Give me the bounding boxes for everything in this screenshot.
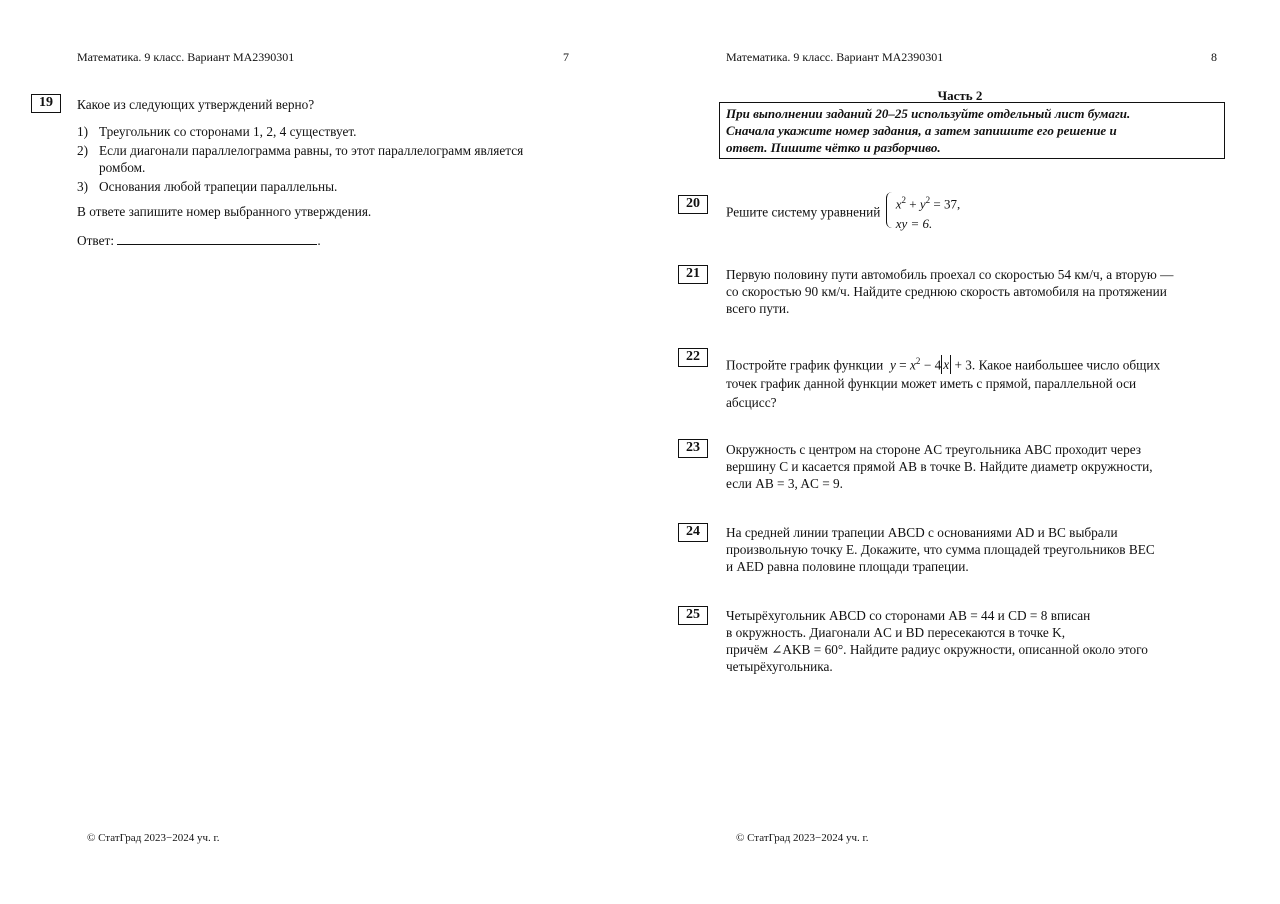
instructions-line-1: При выполнении заданий 20–25 используйте отдельный лист бумаги. [726,106,1131,121]
part-title: Часть 2 [937,88,983,103]
page-footer: © СтатГрад 2023−2024 уч. г. [736,832,869,844]
instructions-line-2: Сначала укажите номер задания, а затем запишите его решение и [726,123,1117,138]
task-24-line-1: На средней линии трапеции ABCD с основаниями AD и BC выбрали [726,525,1118,540]
option-text: Если диагонали параллелограмма равны, то этот параллелограмм является [99,143,524,158]
task-19-option-3 [77,178,577,195]
task-21-text [726,266,1218,317]
page-footer: © СтатГрад 2023−2024 уч. г. [87,832,220,844]
equation-2: xy = 6. [895,216,933,232]
task-22-text [726,352,1218,412]
task-number-22: 22 [678,348,708,367]
task-19-option-1 [77,123,577,140]
task-number-20: 20 [678,195,708,214]
task-25-line-1: Четырёхугольник ABCD со сторонами AB = 44 и CD = 8 вписан [726,608,1091,623]
task-22-line-1: Постройте график функции $y = x^2 - 4$ x + 3. Какое наибольшее число общих [726,356,1161,373]
task-number-24: 24 [678,523,708,542]
option-text-continued: ромбом. [99,160,146,175]
task-25-text [726,607,1218,675]
task-23-line-2: вершину C и касается прямой AB в точке B. Найдите диаметр окружности, [726,459,1153,474]
task-23-line-3: если AB = 3, AC = 9. [726,476,843,491]
option-text: Основания любой трапеции параллельны. [99,179,338,194]
task-21-line-2: со скоростью 90 км/ч. Найдите среднюю скорость автомобиля на протяжении [726,284,1167,299]
task-number-21: 21 [678,265,708,284]
option-number: 2) [77,143,89,158]
task-23-line-1: Окружность с центром на стороне AC треугольника ABC проходит через [726,442,1142,457]
task-19-instruction: В ответе запишите номер выбранного утверждения. [77,204,372,219]
answer-field[interactable] [117,232,317,245]
equation-system [886,190,961,234]
option-number: 3) [77,179,89,194]
task-number-25: 25 [678,606,708,625]
page-number: 8 [1211,50,1217,64]
option-text: Треугольник со сторонами 1, 2, 4 существует. [99,124,357,139]
task-19-question: Какое из следующих утверждений верно? [77,97,315,112]
instructions-line-3: ответ. Пишите чётко и разборчиво. [726,140,941,155]
option-number: 1) [77,124,89,139]
answer-row [77,232,577,249]
page-header: Математика. 9 класс. Вариант МА2390301 [726,50,944,64]
task-25-line-2: в окружность. Диагонали AC и BD пересекаются в точке K, [726,625,1066,640]
task-25-line-3: причём ∠AKB = 60°. Найдите радиус окружности, описанной около этого [726,642,1148,657]
instructions-box [719,102,1225,159]
brace-icon [886,192,893,228]
answer-end: . [317,233,321,248]
task-20-text [726,190,1226,234]
page-header: Математика. 9 класс. Вариант МА2390301 [77,50,295,64]
equation-1: $x^2 + y^2 = 37$, [895,195,961,212]
task-24-text [726,524,1218,575]
answer-label: Ответ: [77,233,115,248]
task-21-line-1: Первую половину пути автомобиль проехал со скоростью 54 км/ч, а вторую — [726,267,1174,282]
page-number: 7 [563,50,569,64]
task-23-text [726,441,1218,492]
task-19-option-2 [77,142,577,176]
task-22-line-2: точек график данной функции может иметь с прямой, параллельной оси [726,376,1137,392]
task-number-23: 23 [678,439,708,458]
task-25-line-4: четырёхугольника. [726,659,833,674]
task-number-19: 19 [31,94,61,113]
task-24-line-3: и AED равна половине площади трапеции. [726,559,969,574]
right-page [640,0,1280,904]
task-21-line-3: всего пути. [726,301,790,316]
task-22-line-3: абсцисс? [726,395,777,411]
task-20-prompt: Решите систему уравнений [726,204,881,220]
task-24-line-2: произвольную точку E. Докажите, что сумма площадей треугольников BEC [726,542,1155,557]
